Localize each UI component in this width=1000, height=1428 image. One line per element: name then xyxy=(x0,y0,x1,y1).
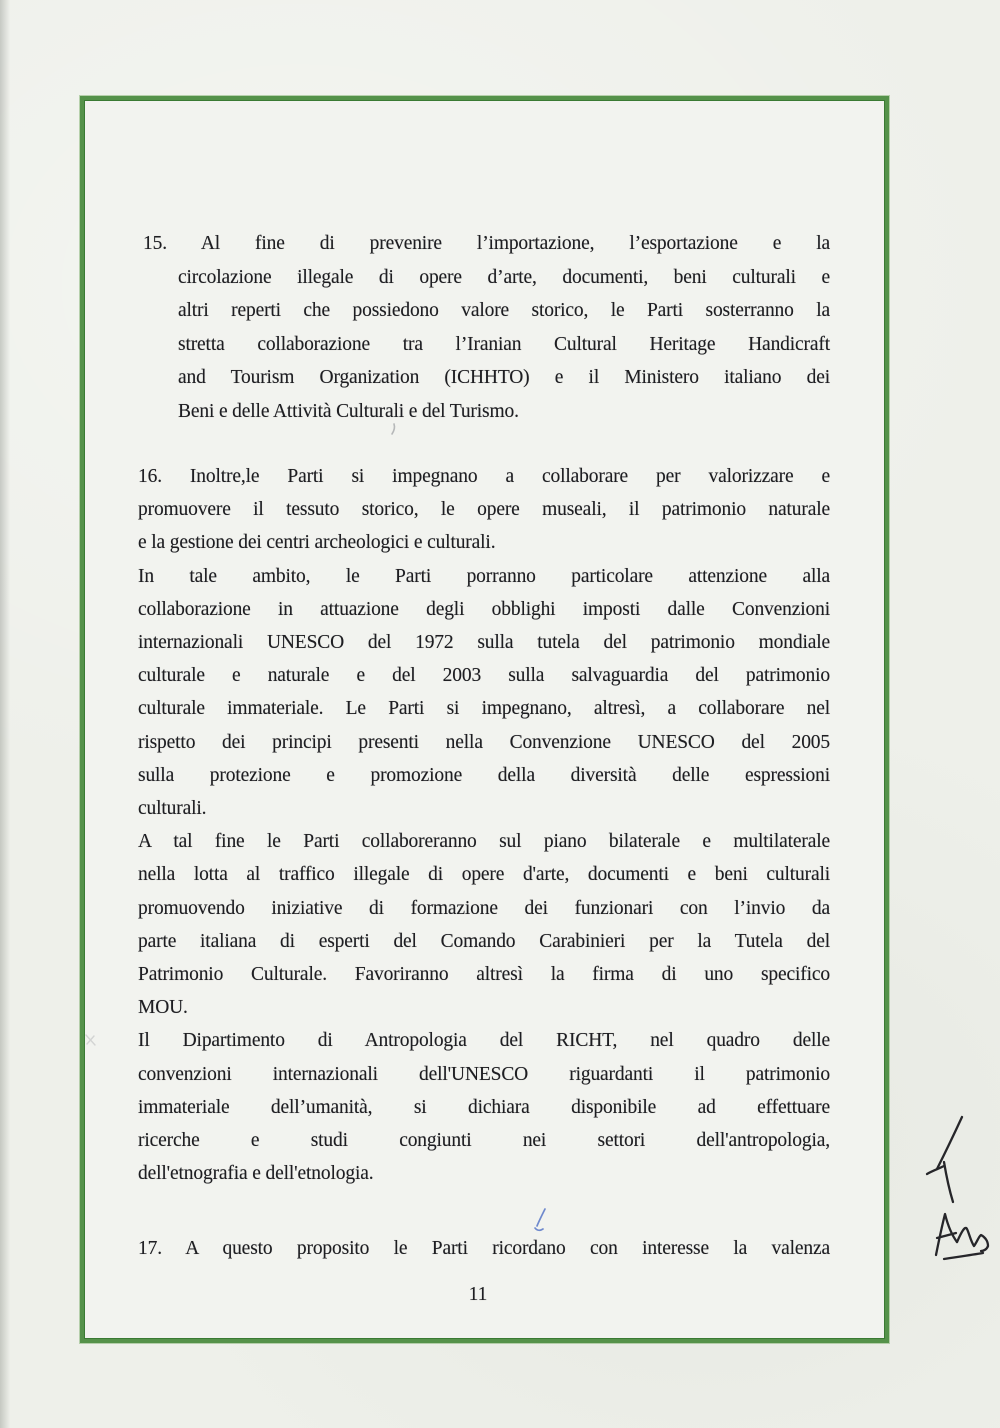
text-line: 16. Inoltre,le Parti si impegnano a collaborare per valorizzare e xyxy=(138,466,830,487)
text-line: collaborazione in attuazione degli obblighi imposti dalle Convenzioni xyxy=(138,598,830,620)
text-line: culturali. xyxy=(138,798,207,820)
text-line: 15. Al fine di prevenire l’importazione, l’esportazione e la xyxy=(143,233,830,254)
text-line: MOU. xyxy=(138,997,188,1019)
blue-ink-mark xyxy=(531,1206,553,1236)
text-line: Il Dipartimento di Antropologia del RICHT, nel quadro delle xyxy=(138,1030,830,1052)
paragraph-15 xyxy=(143,227,830,429)
handwritten-initials xyxy=(905,1090,1000,1275)
text-line: promuovere il tessuto storico, le opere museali, il patrimonio naturale xyxy=(138,499,830,521)
text-line: A tal fine le Parti collaboreranno sul piano bilaterale e multilaterale xyxy=(138,831,830,853)
text-line: promuovendo iniziative di formazione dei funzionari con l’invio da xyxy=(138,897,830,919)
text-line: circolazione illegale di opere d’arte, documenti, beni culturali e xyxy=(178,266,830,288)
scan-artifact-mark xyxy=(389,422,399,436)
paragraph-16 xyxy=(138,460,830,1190)
text-line: altri reperti che possiedono valore storico, le Parti sosterranno la xyxy=(178,300,830,322)
text-line: e la gestione dei centri archeologici e culturali. xyxy=(138,532,496,554)
text-line: nella lotta al traffico illegale di opere d'arte, documenti e beni culturali xyxy=(138,864,830,886)
scan-smudge xyxy=(84,1032,98,1048)
text-line: culturale e naturale e del 2003 sulla salvaguardia del patrimonio xyxy=(138,665,830,687)
text-line: In tale ambito, le Parti porranno particolare attenzione alla xyxy=(138,565,830,587)
text-line: dell'etnografia e dell'etnologia. xyxy=(138,1163,374,1185)
page-number: 11 xyxy=(468,1284,488,1305)
text-line: ricerche e studi congiunti nei settori dell'antropologia, xyxy=(138,1130,830,1152)
text-line: Patrimonio Culturale. Favoriranno altresì la firma di uno specifico xyxy=(138,964,830,986)
text-line: convenzioni internazionali dell'UNESCO riguardanti il patrimonio xyxy=(138,1063,830,1085)
text-line: immateriale dell’umanità, si dichiara disponibile ad effettuare xyxy=(138,1096,830,1118)
text-line: parte italiana di esperti del Comando Carabinieri per la Tutela del xyxy=(138,930,830,952)
paragraph-17 xyxy=(138,1232,830,1265)
text-line: sulla protezione e promozione della diversità delle espressioni xyxy=(138,764,830,786)
text-line: culturale immateriale. Le Parti si impegnano, altresì, a collaborare nel xyxy=(138,698,830,720)
text-line: internazionali UNESCO del 1972 sulla tutela del patrimonio mondiale xyxy=(138,632,830,654)
text-line: 17. A questo proposito le Parti ricordano con interesse la valenza xyxy=(138,1238,830,1259)
text-line: and Tourism Organization (ICHHTO) e il Ministero italiano dei xyxy=(178,367,830,389)
text-line: rispetto dei principi presenti nella Convenzione UNESCO del 2005 xyxy=(138,731,830,753)
scan-edge-shadow xyxy=(0,0,12,1428)
text-line: stretta collaborazione tra l’Iranian Cultural Heritage Handicraft xyxy=(178,333,830,355)
text-line: Beni e delle Attività Culturali e del Turismo. xyxy=(178,400,519,422)
